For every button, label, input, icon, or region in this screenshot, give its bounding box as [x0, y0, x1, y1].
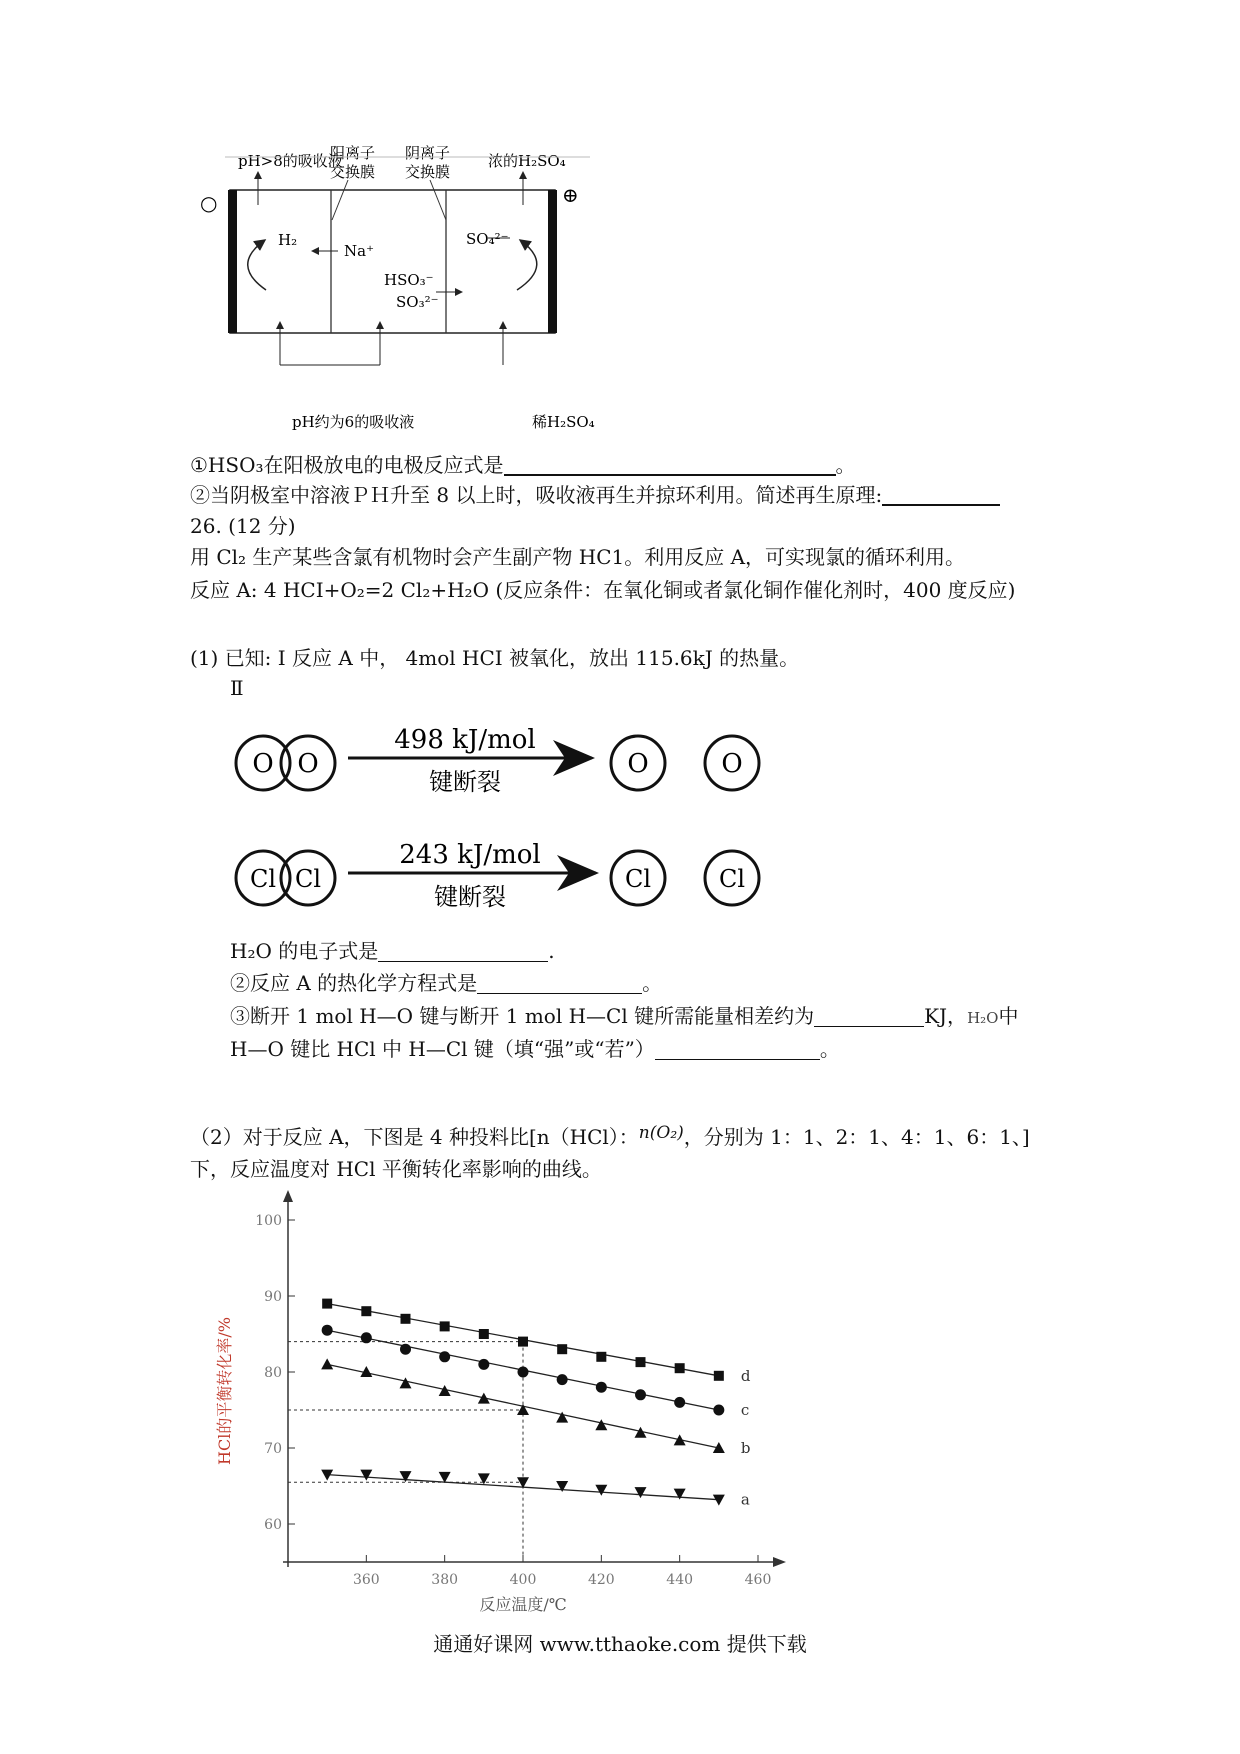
y-tick-label: 90	[264, 1289, 282, 1305]
point-a	[713, 1495, 725, 1506]
y-axis-arrow	[283, 1190, 293, 1202]
x-tick-label: 460	[744, 1572, 772, 1588]
point-c	[557, 1374, 568, 1385]
x-tick-label: 360	[352, 1572, 380, 1588]
point-d	[479, 1329, 489, 1339]
point-d	[636, 1357, 646, 1367]
q26-reaction: 反应 A: 4 HCI+O₂=2 Cl₂+H₂O (反应条件：在氧化铜或者氯化铜作催化剂时，400 度反应)	[190, 578, 1016, 602]
series-label-c: c	[740, 1401, 750, 1419]
point-c	[322, 1325, 333, 1336]
cathode-sign: ○	[200, 191, 218, 215]
point-d	[675, 1363, 685, 1373]
cl2-molecule	[236, 851, 335, 905]
point-d	[596, 1352, 606, 1362]
point-b	[595, 1419, 607, 1430]
y-tick-label: 70	[264, 1441, 282, 1457]
anode-sign: ⊕	[562, 183, 579, 207]
cl-atoms	[611, 851, 759, 905]
y-tick-label: 100	[255, 1213, 282, 1229]
svg-text:O: O	[297, 749, 319, 779]
label-bottom-right: 稀H₂SO₄	[532, 413, 595, 431]
h2-label: H₂	[278, 231, 298, 249]
point-b	[400, 1377, 412, 1388]
q26-s1: H₂O 的电子式是 .	[230, 939, 555, 963]
answer-blank-3[interactable]	[378, 941, 548, 962]
svg-text:O: O	[721, 749, 743, 779]
x-tick-label: 400	[509, 1572, 537, 1588]
svg-text:Cl: Cl	[294, 865, 322, 893]
answer-blank-6[interactable]	[655, 1039, 820, 1060]
footer: 通通好课网 www.tthaoke.com 提供下载	[433, 1632, 807, 1656]
bond2-label: 键断裂	[434, 883, 506, 911]
label-bottom-left: pH约为6的吸收液	[292, 413, 415, 431]
x-tick-label: 420	[587, 1572, 615, 1588]
svg-text:O: O	[252, 749, 274, 779]
series-label-d: d	[740, 1366, 751, 1385]
q25-line-2: ②当阴极室中溶液ＰＨ升至 8 以上时，吸收液再生并掠环利用。简述再生原理:	[190, 482, 1000, 508]
q26-part1: (1) 已知: Ⅰ 反应 A 中， 4mol HCI 被氧化，放出 115.6kJ 的热量。	[190, 646, 800, 670]
point-c	[478, 1359, 489, 1370]
q26-header: 26. (12 分)	[190, 514, 296, 538]
x-tick-label: 440	[666, 1572, 694, 1588]
series-a	[321, 1470, 750, 1509]
electrolysis-diagram	[200, 144, 680, 440]
point-a	[635, 1487, 647, 1498]
svg-text:Cl: Cl	[624, 865, 652, 893]
point-c	[596, 1382, 607, 1393]
point-c	[439, 1351, 450, 1362]
chart-axes	[255, 1190, 786, 1588]
point-a	[478, 1473, 490, 1484]
answer-blank-1[interactable]	[504, 454, 836, 476]
x-tick-label: 380	[431, 1572, 459, 1588]
bond-breaking-diagram	[230, 710, 790, 920]
svg-text:Cl: Cl	[249, 865, 277, 893]
answer-blank-4[interactable]	[477, 973, 642, 994]
q26-s4: H—O 键比 HCl 中 H—Cl 键（填“强”或“若”） 。	[230, 1037, 840, 1061]
point-c	[674, 1397, 685, 1408]
q26-s3: ③断开 1 mol H—O 键与断开 1 mol H—Cl 键所需能量相差约为 KJ，H₂O中	[230, 1004, 1019, 1028]
chart-reference-lines	[288, 1342, 523, 1562]
q26-s2: ②反应 A 的热化学方程式是 。	[230, 971, 663, 995]
answer-blank-5[interactable]	[814, 1006, 924, 1027]
point-c	[713, 1405, 724, 1416]
so4-label: SO₄²⁻	[466, 230, 509, 248]
q26-intro: 用 Cl₂ 生产某些含氯有机物时会产生副产物 HC1。利用反应 A，可实现氯的循环利用。	[190, 545, 966, 569]
q26-part2-line2: 下，反应温度对 HCl 平衡转化率影响的曲线。	[190, 1157, 602, 1181]
x-axis-arrow	[773, 1557, 786, 1567]
y-tick-label: 80	[264, 1365, 282, 1381]
point-a	[595, 1485, 607, 1496]
q25-line-1: ①HSO₃在阳极放电的电极反应式是 。	[190, 453, 856, 477]
point-d	[322, 1299, 332, 1309]
answer-blank-2[interactable]	[882, 484, 1000, 506]
point-b	[321, 1358, 333, 1369]
label-top-right: 浓的H₂SO₄	[488, 152, 566, 170]
point-c	[400, 1344, 411, 1355]
label-cation-membrane-1: 阳离子	[330, 144, 376, 162]
label-top-left: pH>8的吸收液	[238, 152, 343, 170]
x-axis-label: 反应温度/℃	[479, 1595, 567, 1614]
y-tick-label: 60	[264, 1517, 282, 1533]
point-d	[440, 1321, 450, 1331]
point-a	[360, 1470, 372, 1481]
bond2-energy: 243 kJ/mol	[399, 840, 541, 870]
point-d	[401, 1314, 411, 1324]
point-d	[361, 1306, 371, 1316]
point-c	[635, 1389, 646, 1400]
label-cation-membrane-2: 交换膜	[330, 163, 376, 181]
q26-part1-ii: Ⅱ	[230, 676, 244, 700]
series-label-b: b	[740, 1439, 751, 1457]
q26-part2-line1: （2）对于反应 A，下图是 4 种投料比[n（HCl）：$^{n(O_2)}$，分别为 1：1、2：1、4：1、6：1、]	[190, 1123, 1030, 1149]
bond1-energy: 498 kJ/mol	[394, 725, 536, 755]
point-d	[557, 1344, 567, 1354]
point-c	[518, 1367, 529, 1378]
bond1-label: 键断裂	[429, 768, 501, 796]
point-c	[361, 1332, 372, 1343]
label-anion-membrane-2: 交换膜	[405, 163, 451, 181]
na-label: Na⁺	[344, 242, 374, 260]
cell-tank	[230, 190, 555, 333]
hcl-conversion-chart	[210, 1200, 870, 1614]
so3-label: SO₃²⁻	[396, 293, 439, 311]
series-c	[322, 1325, 750, 1419]
o-atoms	[611, 736, 759, 790]
label-anion-membrane-1: 阴离子	[405, 144, 451, 162]
cathode-plate	[228, 190, 237, 333]
point-d	[714, 1371, 724, 1381]
chart-series	[321, 1299, 751, 1509]
o2-molecule	[236, 736, 335, 790]
hso3-label: HSO₃⁻	[384, 271, 434, 289]
point-d	[518, 1337, 528, 1347]
series-label-a: a	[740, 1490, 750, 1509]
anode-plate	[548, 190, 557, 333]
y-axis-label: HCl的平衡转化率/%	[215, 1317, 234, 1465]
svg-text:Cl: Cl	[718, 865, 746, 893]
svg-text:O: O	[627, 749, 649, 779]
